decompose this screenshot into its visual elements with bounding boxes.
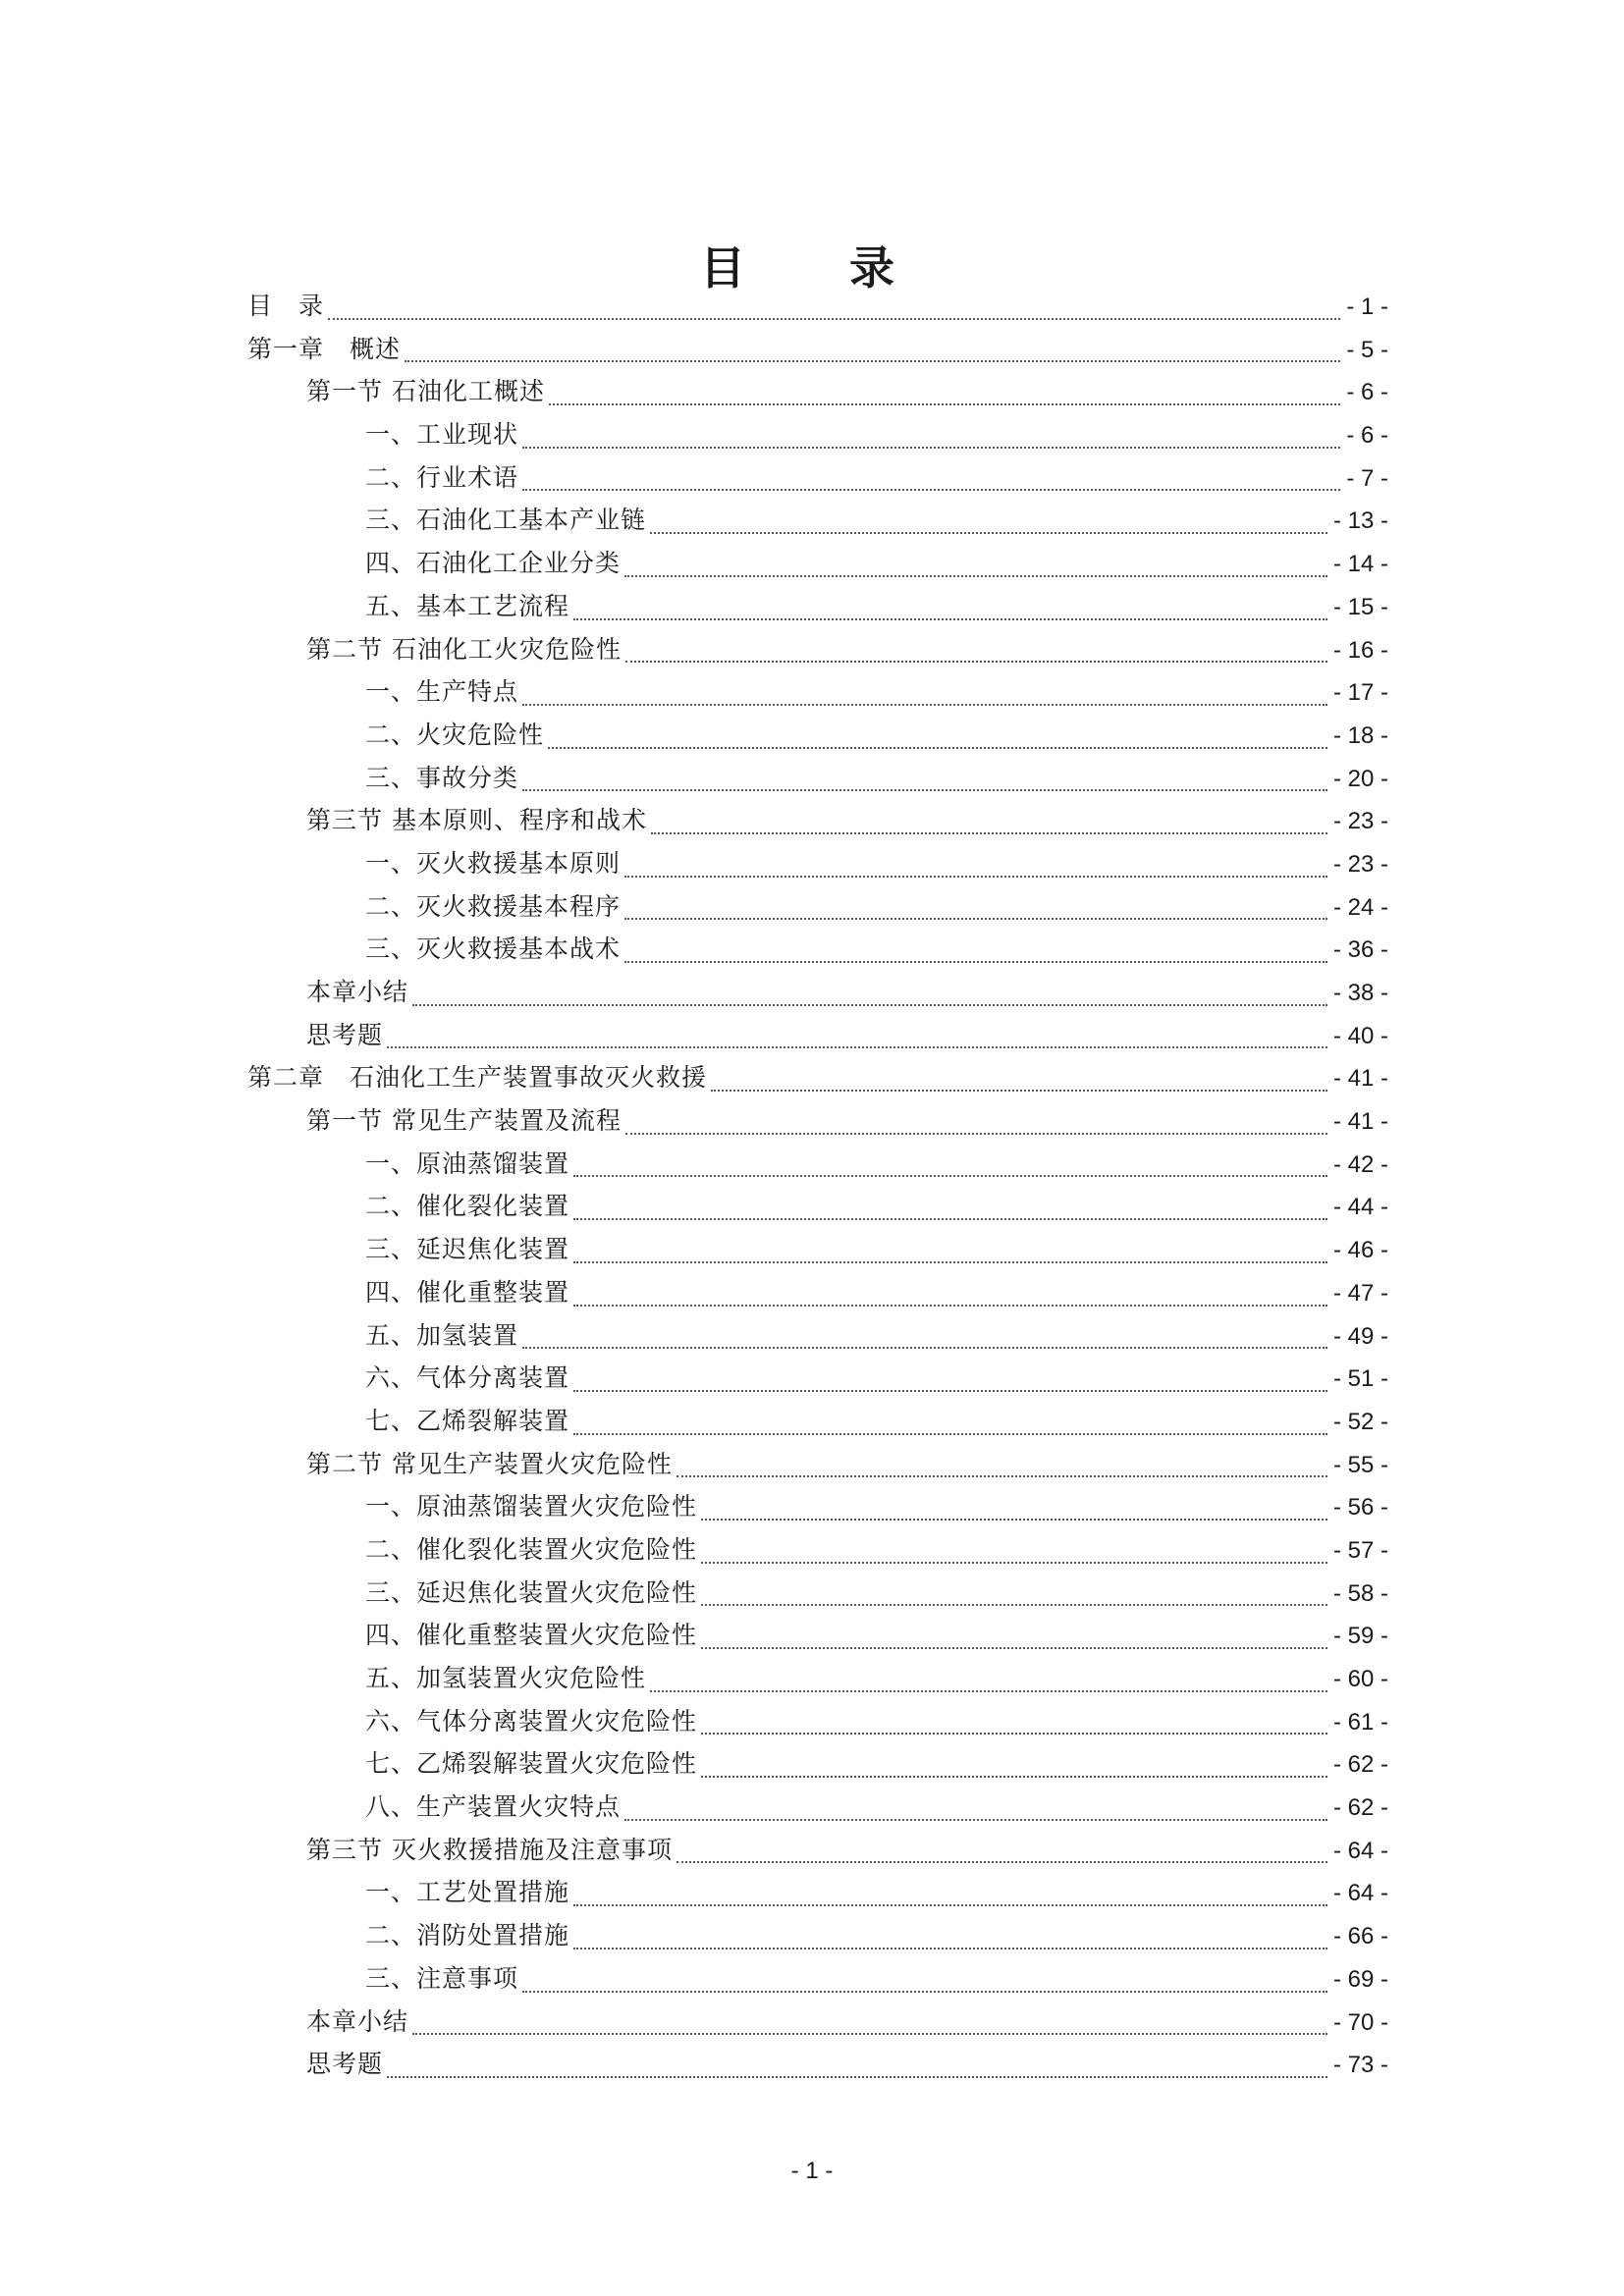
dot-leader xyxy=(548,746,1327,749)
toc-entry-label: 一、工艺处置措施 xyxy=(365,1878,570,1907)
toc-entry[interactable] xyxy=(247,670,1388,714)
dot-leader xyxy=(573,1260,1327,1263)
dot-leader xyxy=(573,1389,1327,1392)
toc-entry[interactable] xyxy=(247,885,1388,929)
page-title: 目 录 xyxy=(700,240,924,294)
toc-entry-page-number: - 58 - xyxy=(1332,1579,1388,1607)
toc-entry[interactable] xyxy=(247,1914,1388,1957)
toc-entry[interactable] xyxy=(247,714,1388,757)
dot-leader xyxy=(573,1947,1327,1949)
toc-entry-label: 第一节 石油化工概述 xyxy=(306,377,545,406)
dot-leader xyxy=(701,1775,1327,1778)
toc-entry-page-number: - 60 - xyxy=(1332,1666,1388,1692)
toc-entry-page-number: - 36 - xyxy=(1332,936,1388,964)
toc-entry-label: 六、气体分离装置 xyxy=(365,1363,570,1393)
toc-entry-label: 四、催化重整装置火灾危险性 xyxy=(365,1621,698,1650)
toc-entry-label: 七、乙烯裂解装置 xyxy=(365,1406,570,1435)
toc-entry-page-number: - 66 - xyxy=(1332,1923,1388,1950)
toc-entry-page-number: - 61 - xyxy=(1332,1708,1388,1735)
toc-entry[interactable] xyxy=(247,1829,1388,1872)
dot-leader xyxy=(624,960,1327,963)
dot-leader xyxy=(412,1003,1327,1006)
toc-entry-page-number: - 59 - xyxy=(1332,1623,1388,1650)
toc-entry[interactable] xyxy=(247,1228,1388,1271)
dot-leader xyxy=(650,531,1327,534)
toc-entry-label: 二、行业术语 xyxy=(365,462,519,492)
dot-leader xyxy=(624,574,1327,577)
toc-entry-label: 四、石油化工企业分类 xyxy=(365,549,622,578)
toc-entry[interactable] xyxy=(247,1400,1388,1443)
dot-leader xyxy=(625,1132,1327,1135)
toc-entry-page-number: - 69 - xyxy=(1332,1965,1388,1993)
dot-leader xyxy=(624,875,1327,878)
dot-leader xyxy=(412,2032,1327,2035)
toc-entry[interactable] xyxy=(247,1871,1388,1914)
toc-entry[interactable] xyxy=(247,1657,1388,1700)
dot-leader xyxy=(522,1346,1327,1349)
toc-entry-page-number: - 38 - xyxy=(1332,980,1388,1006)
toc-entry-page-number: - 18 - xyxy=(1332,721,1388,749)
toc-entry-page-number: - 70 - xyxy=(1332,2008,1388,2036)
toc-entry-page-number: - 62 - xyxy=(1332,1794,1388,1822)
dot-leader xyxy=(328,317,1340,320)
toc-entry-label: 一、工业现状 xyxy=(365,420,519,450)
toc-entry[interactable] xyxy=(247,1056,1388,1099)
toc-entry-page-number: - 40 - xyxy=(1332,1022,1388,1049)
dot-leader xyxy=(573,1217,1327,1220)
toc-entry-label: 三、延迟焦化装置火灾危险性 xyxy=(365,1577,698,1607)
toc-entry[interactable] xyxy=(247,1314,1388,1358)
toc-entry[interactable] xyxy=(247,1528,1388,1572)
table-of-contents xyxy=(247,285,1388,2086)
dot-leader xyxy=(522,446,1340,449)
toc-entry-page-number: - 16 - xyxy=(1332,636,1388,664)
dot-leader xyxy=(650,1689,1327,1692)
toc-entry-page-number: - 47 - xyxy=(1332,1279,1388,1307)
dot-leader xyxy=(701,1646,1327,1649)
toc-entry-label: 一、生产特点 xyxy=(365,677,519,707)
toc-entry-page-number: - 46 - xyxy=(1332,1237,1388,1264)
toc-entry-label: 第二节 常见生产装置火灾危险性 xyxy=(306,1449,673,1478)
toc-entry-page-number: - 6 - xyxy=(1346,379,1388,406)
toc-entry-label: 本章小结 xyxy=(306,978,409,1006)
dot-leader xyxy=(573,1432,1327,1435)
dot-leader xyxy=(624,917,1327,920)
toc-entry[interactable] xyxy=(247,456,1388,500)
toc-entry-label: 六、气体分离装置火灾危险性 xyxy=(365,1706,698,1735)
toc-entry-page-number: - 17 - xyxy=(1332,679,1388,707)
toc-entry-label: 本章小结 xyxy=(306,2006,409,2036)
dot-leader xyxy=(573,1174,1327,1177)
toc-entry-page-number: - 73 - xyxy=(1332,2052,1388,2079)
toc-entry[interactable] xyxy=(247,1485,1388,1528)
toc-entry-label: 第一章 概述 xyxy=(247,334,402,363)
toc-entry-label: 三、石油化工基本产业链 xyxy=(365,506,647,535)
toc-entry[interactable] xyxy=(247,971,1388,1014)
toc-entry[interactable] xyxy=(247,1014,1388,1057)
dot-leader xyxy=(522,1990,1327,1993)
toc-entry-label: 第三节 灭火救援措施及注意事项 xyxy=(306,1835,673,1864)
toc-entry-label: 第二节 石油化工火灾危险性 xyxy=(306,634,622,664)
toc-entry[interactable] xyxy=(247,928,1388,971)
dot-leader xyxy=(387,2075,1327,2078)
toc-entry-label: 第三节 基本原则、程序和战术 xyxy=(306,806,647,835)
dot-leader xyxy=(522,488,1340,491)
dot-leader xyxy=(549,402,1340,405)
toc-entry[interactable] xyxy=(247,1185,1388,1228)
toc-entry-label: 目 录 xyxy=(247,292,325,320)
dot-leader xyxy=(573,617,1327,620)
dot-leader xyxy=(701,1518,1327,1521)
toc-entry-page-number: - 64 - xyxy=(1332,1880,1388,1907)
toc-entry-page-number: - 6 - xyxy=(1346,422,1388,450)
toc-entry[interactable] xyxy=(247,2001,1388,2044)
dot-leader xyxy=(651,831,1327,834)
toc-entry-label: 八、生产装置火灾特点 xyxy=(365,1792,622,1822)
toc-entry-page-number: - 20 - xyxy=(1332,765,1388,792)
toc-entry-page-number: - 15 - xyxy=(1332,593,1388,620)
toc-entry-page-number: - 1 - xyxy=(1346,294,1388,320)
toc-entry-label: 二、催化裂化装置 xyxy=(365,1192,570,1221)
toc-entry-label: 思考题 xyxy=(306,2050,384,2079)
toc-entry[interactable] xyxy=(247,628,1388,671)
dot-leader xyxy=(522,788,1327,791)
toc-entry[interactable] xyxy=(247,585,1388,628)
toc-entry[interactable] xyxy=(247,757,1388,800)
dot-leader xyxy=(711,1089,1327,1092)
toc-entry-label: 二、灭火救援基本程序 xyxy=(365,891,622,921)
toc-entry-page-number: - 23 - xyxy=(1332,808,1388,835)
toc-entry-label: 二、火灾危险性 xyxy=(365,720,545,749)
toc-entry[interactable] xyxy=(247,1271,1388,1314)
toc-entry-page-number: - 64 - xyxy=(1332,1837,1388,1864)
toc-entry-label: 七、乙烯裂解装置火灾危险性 xyxy=(365,1749,698,1779)
dot-leader xyxy=(405,359,1340,362)
toc-entry[interactable] xyxy=(247,1572,1388,1615)
toc-entry-label: 三、事故分类 xyxy=(365,763,519,792)
toc-entry[interactable] xyxy=(247,542,1388,585)
toc-entry[interactable] xyxy=(247,842,1388,885)
dot-leader xyxy=(573,1903,1327,1906)
toc-entry-page-number: - 42 - xyxy=(1332,1150,1388,1178)
dot-leader xyxy=(677,1474,1327,1477)
toc-entry-label: 第二章 石油化工生产装置事故灭火救援 xyxy=(247,1063,708,1093)
toc-entry-label: 三、灭火救援基本战术 xyxy=(365,934,622,964)
dot-leader xyxy=(625,660,1327,663)
toc-entry[interactable] xyxy=(247,285,1388,328)
toc-entry[interactable] xyxy=(247,799,1388,842)
toc-entry-label: 五、加氢装置火灾危险性 xyxy=(365,1664,647,1692)
toc-entry-page-number: - 5 - xyxy=(1346,336,1388,363)
toc-entry-page-number: - 57 - xyxy=(1332,1536,1388,1564)
toc-entry-page-number: - 52 - xyxy=(1332,1408,1388,1435)
toc-entry-label: 一、原油蒸馏装置 xyxy=(365,1148,570,1178)
dot-leader xyxy=(573,1304,1327,1307)
toc-entry[interactable] xyxy=(247,413,1388,456)
toc-entry-page-number: - 14 - xyxy=(1332,551,1388,578)
toc-entry-label: 二、消防处置措施 xyxy=(365,1921,570,1950)
toc-entry-label: 五、基本工艺流程 xyxy=(365,591,570,620)
toc-entry-label: 二、催化裂化装置火灾危险性 xyxy=(365,1534,698,1564)
toc-entry[interactable] xyxy=(247,1099,1388,1143)
toc-entry[interactable] xyxy=(247,328,1388,371)
toc-entry[interactable] xyxy=(247,370,1388,413)
toc-entry-label: 五、加氢装置 xyxy=(365,1320,519,1350)
toc-entry[interactable] xyxy=(247,1700,1388,1743)
toc-entry-page-number: - 24 - xyxy=(1332,893,1388,921)
toc-entry-page-number: - 49 - xyxy=(1332,1322,1388,1350)
toc-entry-page-number: - 51 - xyxy=(1332,1365,1388,1393)
dot-leader xyxy=(522,703,1327,706)
dot-leader xyxy=(387,1045,1327,1048)
toc-entry[interactable] xyxy=(247,1143,1388,1186)
dot-leader xyxy=(677,1860,1327,1863)
toc-entry[interactable] xyxy=(247,2043,1388,2086)
toc-entry-page-number: - 7 - xyxy=(1346,464,1388,492)
toc-entry[interactable] xyxy=(247,1357,1388,1400)
toc-entry-label: 三、延迟焦化装置 xyxy=(365,1235,570,1264)
toc-entry-label: 一、灭火救援基本原则 xyxy=(365,848,622,878)
toc-entry[interactable] xyxy=(247,1614,1388,1657)
toc-entry[interactable] xyxy=(247,1742,1388,1786)
dot-leader xyxy=(624,1818,1327,1821)
dot-leader xyxy=(701,1561,1327,1564)
toc-entry[interactable] xyxy=(247,1957,1388,2001)
toc-entry-label: 一、原油蒸馏装置火灾危险性 xyxy=(365,1492,698,1522)
toc-entry-label: 四、催化重整装置 xyxy=(365,1277,570,1307)
dot-leader xyxy=(701,1732,1327,1735)
toc-entry-label: 三、注意事项 xyxy=(365,1963,519,1993)
page-number-footer: - 1 - xyxy=(790,2158,834,2184)
toc-entry[interactable] xyxy=(247,499,1388,542)
dot-leader xyxy=(701,1603,1327,1606)
toc-entry-page-number: - 23 - xyxy=(1332,850,1388,878)
toc-entry-page-number: - 41 - xyxy=(1332,1108,1388,1136)
toc-entry-page-number: - 62 - xyxy=(1332,1751,1388,1779)
toc-entry-page-number: - 44 - xyxy=(1332,1194,1388,1221)
toc-entry-page-number: - 41 - xyxy=(1332,1065,1388,1093)
toc-entry-label: 第一节 常见生产装置及流程 xyxy=(306,1106,622,1136)
toc-entry-page-number: - 56 - xyxy=(1332,1494,1388,1522)
toc-entry[interactable] xyxy=(247,1443,1388,1486)
toc-entry[interactable] xyxy=(247,1786,1388,1829)
toc-entry-label: 思考题 xyxy=(306,1020,384,1049)
toc-entry-page-number: - 55 - xyxy=(1332,1451,1388,1478)
toc-entry-page-number: - 13 - xyxy=(1332,507,1388,535)
